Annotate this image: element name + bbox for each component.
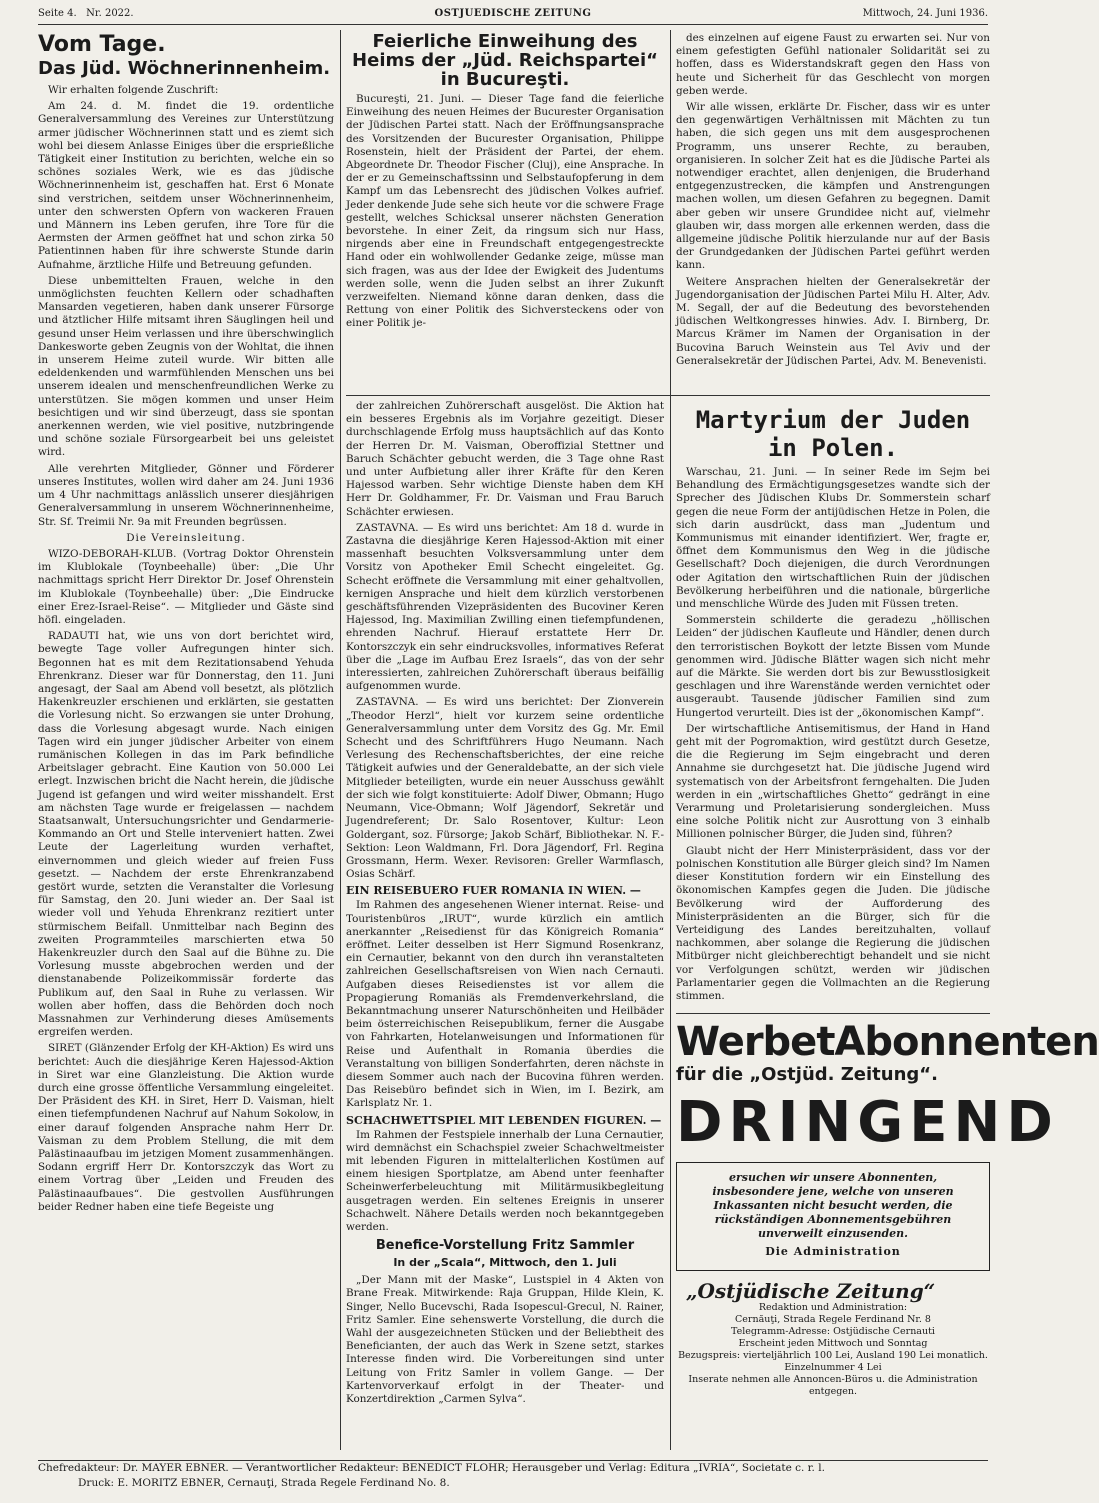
newspaper-title: OSTJUEDISCHE ZEITUNG	[434, 8, 592, 19]
paragraph: SIRET (Glänzender Erfolg der KH-Aktion) Es wird uns berichtet: Auch die diesjährige Keren Hajessod-Aktion in Siret war eine Glanzleistung. Die Aktion wurde durch eine grosse öffentliche Versammlung eingeleitet. Der Präsident des KH. in Siret, Herr D. Vaisman, hielt einen tiefempfundenen Nachruf auf Nahum Sokolow, in einer darauf folgenden Ansprache nahm Herr Dr. Vaisman zu dem Problem Stellung, die mit dem Palästinaaufbau im jetzigen Moment zusammenhängen. Sodann ergriff Herr Dr. Kontorszczyk das Wort zu einem Vortrag über „Leiden und Freuden des Palästinaaufbaues“. Die gestvollen Ausführungen beider Redner haben eine tiefe Begeiste ung	[38, 1042, 334, 1213]
paragraph: Weitere Ansprachen hielten der Generalsekretär der Jugendorganisation der Jüdischen Partei Milu H. Alter, Adv. M. Segall, der auf die Bedeutung des bevorstehenden jüdischen Weltkongresses hinwies. Adv. I. Birnberg, Dr. Marcus Krämer im Namen der Organisation in der Bucovina Baruch Weinstein aus Tel Aviv und der Generalsekretär der Jüdischen Partei, Adv. M. Benevenisti.	[676, 275, 990, 367]
masthead-title: „Ostjüdische Zeitung“	[686, 1279, 936, 1304]
ad-dringend: DRINGEND	[676, 1090, 1059, 1156]
masthead-line: Telegramm-Adresse: Ostjüdische Cernauti	[731, 1326, 935, 1338]
paragraph: des einzelnen auf eigene Faust zu erwarten sei. Nur von einem gefestigten Gefühl nationaler Solidarität sei zu hoffen, dass es Widerstandskraft gegen den Hass von heute und Sicherheit für das Geschlecht von morgen geben werde.	[676, 32, 990, 97]
article-heading: SCHACHWETTSPIEL MIT LEBENDEN FIGUREN. —	[346, 1113, 662, 1127]
horizontal-rule	[346, 395, 990, 396]
ad-subheadline: für die „Ostjüd. Zeitung“.	[676, 1064, 938, 1086]
paragraph: Wir erhalten folgende Zuschrift:	[48, 84, 219, 96]
paragraph: Der wirtschaftliche Antisemitismus, der Hand in Hand geht mit der Pogromaktion, wird gestützt durch Gesetze, die die Regierung im Sejm eingebracht und deren Annahme sie durchgesetzt hat. Die jüdische Jugend wird systematisch von der Arbeitsfront ferngehalten. Die Juden werden in ein „wirtschaftliches Ghetto“ gedrängt in eine Verarmung und Proletarisierung sondergleichen. Muss eine solche Politik nicht zur Ausrottung von 3 einhalb Millionen polnischer Bürger, die Juden sind, führen?	[676, 722, 990, 841]
page-number: Seite 4. Nr. 2022.	[38, 8, 134, 19]
page-header	[38, 8, 988, 25]
article-title: Feierliche Einweihung des Heims der „Jüd. Reichspartei“ in Bucureşti.	[352, 31, 658, 90]
column-divider	[670, 30, 671, 1450]
paragraph: Wir alle wissen, erklärte Dr. Fischer, dass wir es unter den gegenwärtigen Verhältnissen mit Mächten zu tun haben, die sich gegen uns mit dem ausgesprochenen Programm, uns unserer Rechte, zu berauben, organisieren. In solcher Zeit hat es die Jüdische Partei als notwendiger erachtet, allen denjenigen, die Bruderhand entgegenzustrecken, die kämpfen und Anstrengungen machen wollen, um diesen Gefahren zu begegnen. Damit aber geben wir unsere Grundidee nicht auf, vielmehr glauben wir, dass morgen alle erkennen werden, dass die allgemeine jüdische Politik hierzulande nur auf der Basis der Grundgedanken der Jüdischen Partei geführt werden kann.	[676, 101, 990, 272]
masthead-line: Cernăuţi, Strada Regele Ferdinand Nr. 8	[735, 1314, 931, 1326]
paragraph: RADAUTI hat, wie uns von dort berichtet wird, bewegte Tage voller Aufregungen hinter sich. Begonnen hat es mit dem Rezitationsabend Yehuda Ehrenkranz. Dieser war für Donnerstag, den 11. Juni angesagt, der Saal am Abend voll besetzt, als plötzlich Hakenkreuzler erschienen und erklärten, sie gestatten die Vorlesung nicht. So erzwangen sie unter Drohung, dass die Vorlesung abgesagt wurde. Nach einigen Tagen wird ein junger jüdischer Arbeiter von einem rumänischen Kollegen in das im Park befindliche Arbeitslager gebracht. Eine Kaution von 50.000 Lei erlegt. Inzwischen bricht die Nacht herein, die jüdische Jugend ist gefangen und wird weiter misshandelt. Erst am nächsten Tage wurde er freigelassen — nachdem Staatsanwalt, Untersuchungsrichter und Gendarmerie-Kommando an Ort und Stelle interveniert hatten. Zwei Leute der Lagerleitung wurden verhaftet, einvernommen und gleich wieder auf freien Fuss gesetzt. — Nachdem der erste Ehrenkranzabend gestört wurde, setzten die Veranstalter die Vorlesung für Samstag, den 20. Juni wieder an. Der Saal ist wieder voll und Yehuda Ehrenkranz rezitiert unter stürmischem Beifall. Unmittelbar nach Beginn des zweiten Programmteiles marschierten etwa 50 Hakenkreuzler durch den Saal auf die Bühne zu. Die Vorlesung musste abgebrochen werden und der dienstanabende Polizeikommissär forderte das Publikum auf, den Saal in Ruhe zu verlassen. Wir wollen aber hoffen, dass die Behörden doch noch Massnahmen zur Verhinderung dieses Amüsements ergreifen werden.	[38, 630, 334, 1039]
footer-line: Chefredakteur: Dr. MAYER EBNER. — Verantwortlicher Redakteur: BENEDICT FLOHR; Herausgeber und Verlag: Editura „IVRIA“, Societate c. r. l.	[38, 1462, 825, 1474]
article-title: Martyrium der Juden in Polen.	[695, 406, 971, 462]
article-heading: EIN REISEBUERO FUER ROMANIA IN WIEN. —	[346, 884, 641, 898]
paragraph: ZASTAVNA. — Es wird uns berichtet: Der Zionverein „Theodor Herzl“, hielt vor kurzem seine ordentliche Generalversammlung unter dem Vorsitz des Gg. Mr. Emil Schecht und des Schriftführers Hugo Neumann. Nach Verlesung des Rechenschaftsberichtes, der eine reiche Tätigkeit aufwies und der Generaldebatte, an der sich viele Mitglieder beteiligten, wurde ein neuer Ausschuss gewählt der sich wie folgt konstituierte: Adolf Diwer, Obmann; Hugo Neumann, Vice-Obmann; Wolf Jägendorf, Sekretär und Jugendreferent; Dr. Salo Rosentover, Kultur: Leon Goldergant, soz. Fürsorge; Jakob Schärf, Bibliothekar. N. F.-Sektion: Leon Waldmann, Frl. Dora Jägendorf, Frl. Regina Grossmann, Herm. Wexer. Revisoren: Greller Warmflasch, Osias Schärf.	[346, 696, 664, 881]
paragraph: Im Rahmen des angesehenen Wiener internat. Reise- und Touristenbüros „IRUT“, wurde kürzlich ein amtlich anerkannter „Reisedienst für das Königreich Romania“ eröffnet. Leiter desselben ist Herr Sigmund Rosenkranz, ein Cernautier, bekannt von den durch ihn veranstalteten zahlreichen Gesellschaftsreisen von Wien nach Cernauti. Aufgaben dieses Reisedienstes ist vor allem die Propagierung Romaniäs als Fremdenverkehrsland, die Bekanntmachung unserer Naturschönheiten und Heilbäder beim österreichischen Reisepublikum, ferner die Ausgabe von Fahrkarten, Hotelanweisungen und Informationen für Reise und Aufenthalt in Romania überdies die Veranstaltung von billigen Sonderfahrten, deren nächste in diesem Sommer auch nach der Bucovina führen werden. Das Reisebüro befindet sich in Wien, im I. Bezirk, am Karlsplatz Nr. 1.	[346, 899, 664, 1110]
masthead-line: Bezugspreis: vierteljährlich 100 Lei, Ausland 190 Lei monatlich. Einzelnummer 4 Lei	[678, 1350, 988, 1374]
column-divider	[340, 30, 341, 1450]
page-footer	[38, 1460, 988, 1495]
paragraph: Glaubt nicht der Herr Ministerpräsident, dass vor der polnischen Konstitution alle Bürger gleich sind? Im Namen dieser Konstitution fordern wir ein Einstellung des ökonomischen Kampfes gegen die Juden. Die jüdische Bevölkerung wird der Aufforderung des Ministerpräsidenten an die Bürger, sich für die Verteidigung des Landes bereitzuhalten, vollauf nachkommen, aber solange die Regierung die jüdischen Mitbürger nicht gleichberechtigt behandelt und sie nicht vor Verfolgungen schützt, werden wir jüdischen Parlamentarier gegen die Vollmachten an die Regierung stimmen.	[676, 844, 990, 1002]
article-subtitle: In der „Scala“, Mittwoch, den 1. Juli	[393, 1256, 617, 1270]
ad-notice-box	[676, 1162, 990, 1271]
masthead-line: Inserate nehmen alle Annoncen-Büros u. die Administration entgegen.	[688, 1374, 978, 1398]
signature: Die Vereinsleitung.	[126, 531, 246, 544]
issue-date: Mittwoch, 24. Juni 1936.	[862, 8, 988, 19]
ad-headline: WerbetAbonnenten	[676, 1019, 1099, 1066]
section-title: Vom Tage.	[38, 32, 166, 57]
paragraph: WIZO-DEBORAH-KLUB. (Vortrag Doktor Ohrenstein im Klublokale (Toynbeehalle) über: „Die Uhr nachmittags spricht Herr Direktor Dr. Josef Ohrenstein im Klublokale (Toynbeehalle) über: „Die Eindrucke einer Erez-Israel-Reise“. — Mitglieder und Gäste sind höfl. eingeladen.	[38, 547, 334, 626]
column-middle-top	[346, 32, 664, 392]
masthead	[676, 1279, 990, 1398]
column-middle-bottom	[346, 400, 664, 1448]
paragraph: Am 24. d. M. findet die 19. ordentliche Generalversammlung des Vereines zur Unterstützung armer jüdischer Wöchnerinnen statt und es ziemt sich wohl bei diesem Anlasse Einiges über die ersprießliche Tätigkeit einer Institution zu berichten, welche ein so schönes soziales Werk, wie es das jüdische Wöchnerinnenheim ist, geschaffen hat. Erst 6 Monate sind verstrichen, seitdem unser Wöchnerinnenheim, unter den schwersten Opfern von wackeren Frauen und Männern ins Leben gerufen, ihre Tore für die Aermsten der Armen geöffnet hat und schon zirka 50 Patientinnen haben für ihre schwerste Stunde darin Aufnahme, ärztliche Hilfe und Betreuung gefunden.	[38, 100, 334, 271]
paragraph: der zahlreichen Zuhörerschaft ausgelöst. Die Aktion hat ein besseres Ergebnis als im Vorjahre gezeitigt. Dieser durchschlagende Erfolg muss hauptsächlich auf das Konto der Herren Dr. M. Vaisman, Oberoffizial Stettner und Baruch Schächter gebucht werden, die 3 Tage ohne Rast und unter Aufbietung aller ihrer Kräfte für den Keren Hajessod warben. Sehr wichtige Dienste haben dem KH Herr Dr. Goldhammer, Fr. Dr. Vaisman und Frau Baruch Schächter erwiesen.	[346, 400, 664, 518]
footer-line: Druck: E. MORITZ EBNER, Cernauţi, Strada Regele Ferdinand No. 8.	[78, 1477, 450, 1489]
column-right-top	[676, 32, 990, 392]
paragraph: Warschau, 21. Juni. — In seiner Rede im Sejm bei Behandlung des Ermächtigungsgesetzes wandte sich der Sprecher des Jüdischen Klubs Dr. Sommerstein scharf gegen die neue Form der antijüdischen Hetze in Polen, die sich darin ausdrückt, dass man „Judentum und Kommunismus mit einander identifiziert. Wer, fragte er, öffnet dem Kommunismus den Weg in die jüdische Gesellschaft? Doch diejenigen, die durch Verordnungen oder Agitation den wirtschaftlichen Ruin der jüdischen Bevölkerung herbeiführen und die nationale, bürgerliche und menschliche Würde des Juden mit Füssen treten.	[676, 466, 990, 611]
article-title: Das Jüd. Wöchnerinnenheim.	[38, 58, 331, 79]
article-title: Benefice-Vorstellung Fritz Sammler	[375, 1238, 635, 1254]
column-right-bottom	[676, 400, 1099, 1448]
paragraph: ZASTAVNA. — Es wird uns berichtet: Am 18 d. wurde in Zastavna die diesjährige Keren Hajessod-Aktion mit einer massenhaft besuchten Volksversammlung unter dem Vorsitz von Apotheker Emil Schecht eingeleitet. Gg. Schecht eröffnete die Versammlung mit einer gehaltvollen, kernigen Ansprache und hielt dem kürzlich verstorbenen geschäftsführenden Vizepräsidenten des Bucoviner Keren Hajessod, Ing. Maximilian Zwilling einen tiefempfundenen, ehrenden Nachruf. Hierauf erstattete Herr Dr. Kontorszczyk ein sehr eindrucksvolles, informatives Referat über die „Lage im Aufbau Erez Israels“, das von der sehr interessierten, zahlreichen Zuhörerschaft überaus beifällig aufgenommen wurde.	[346, 521, 664, 693]
paragraph: Im Rahmen der Festspiele innerhalb der Luna Cernautier, wird demnächst ein Schachspiel zweier Schachweltmeister mit lebenden Figuren in mittelalterlichen Kostümen auf einem hiesigen Sportplatze, am Abend unter feenhafter Scheinwerferbeleuchtung mit Militärmusikbegleitung ausgetragen werden. Ein seltenes Ereignis in unserer Schachwelt. Nähere Details werden noch bekanntgegeben werden.	[346, 1128, 664, 1233]
paragraph: Sommerstein schilderte die geradezu „höllischen Leiden“ der jüdischen Kaufleute und Händler, denen durch den terroristischen Boykott der letzte Bissen vom Munde genommen wird. Jüdische Blätter wagen sich nicht mehr auf die Märkte. Sie werden dort bis zur Bewusstlosigkeit geschlagen und ihre Warenstände werden vernichtet oder ausgeraubt. Tausende jüdischer Familien sind zum Hungertod verurteilt. Dies ist der „ökonomischen Kampf“.	[676, 614, 990, 719]
column-left	[38, 32, 334, 1448]
advertisement	[676, 1013, 1099, 1271]
paragraph: Alle verehrten Mitglieder, Gönner und Förderer unseres Institutes, wollen wird daher am 24. Juni 1936 um 4 Uhr nachmittags anlässlich unserer diesjährigen Generalversammlung in unserem Wöchnerinnenheime, Str. Sf. Treimii Nr. 9a mit Freunden begrüssen.	[38, 462, 334, 528]
ad-notice-text: ersuchen wir unsere Abonnenten, insbesondere jene, welche von unseren Inkassanten nicht besucht werden, die rückständigen Abonnementsgebühren unverweilt einzusenden.	[712, 1171, 954, 1241]
ad-signature: Die Administration	[765, 1245, 901, 1259]
masthead-line: Erscheint jeden Mittwoch und Sonntag	[738, 1338, 928, 1350]
paragraph: „Der Mann mit der Maske“, Lustspiel in 4 Akten von Brane Freak. Mitwirkende: Raja Gruppan, Hilde Klein, K. Singer, Nello Bucevschi, Rada Isopescul-Grecul, N. Rainer, Fritz Samler. Eine sehenswerte Vorstellung, die durch die Wahl der ausgezeichneten Stücken und der Beliebtheit des Beneficianten, der auch das Werk in Szene setzt, starkes Interesse finden wird. Die Vorbereitungen sind unter Leitung von Fritz Samler in vollem Gange. — Der Kartenvorverkauf erfolgt in der Theater- und Konzertdirektion „Carmen Sylva“.	[346, 1274, 664, 1406]
masthead-line: Redaktion und Administration:	[758, 1302, 908, 1314]
paragraph: Diese unbemittelten Frauen, welche in den unmöglichsten feuchten Kellern oder schadhaften Mansarden vegetieren, haben dank unserer Fürsorge und ätztlicher Hilfe mitsamt ihren Säuglingen heil und gesund unser Heim verlassen und ihre überschwinglich Dankesworte geben Zeugnis von der Wohltat, die ihnen in unserem Heime zuteil wurde. Wir bitten alle edeldenkenden und warmfühlenden Menschen uns bei unserem idealen und menschenfreundlichen Werke zu unterstützen. Sie mögen kommen und unser Heim besichtigen und wir sind überzeugt, dass sie spontan anerkennen werden, wie viel positive, nutzbringende und schöne soziale Fürsorgearbeit bei uns geleistet wird.	[38, 274, 334, 459]
paragraph: Bucureşti, 21. Juni. — Dieser Tage fand die feierliche Einweihung des neuen Heimes der Bucurester Organisation der Jüdischen Partei statt. Nach der Eröffnungsansprache des Vorsitzenden der Bucurester Organisation, Philippe Rosenstein, hielt der Präsident der Partei, der ehem. Abgeordnete Dr. Theodor Fischer (Cluj), eine Ansprache. In der er zu Gemeinschaftssinn und Selbstaufopferung in dem Kampf um das Lebensrecht des jüdischen Volkes aufrief. Jeder denkende Jude sehe sich heute vor die schwere Frage gestellt, welches Schicksal unserer nächsten Generation bevorstehe. In einer Zeit, da ringsum sich nur Hass, nirgends aber eine in Freundschaft entgegengestreckte Hand oder ein wohlwollender Gedanke zeige, müsse man sich fragen, was aus der Idee der Ewigkeit des Judentums werden solle, wenn die Juden selbst an ihrer Zukunft verzweifelten. Niemand könne daran denken, dass die Rettung von einer Politik des Sichversteckens oder von einer Politik je-	[346, 93, 664, 330]
